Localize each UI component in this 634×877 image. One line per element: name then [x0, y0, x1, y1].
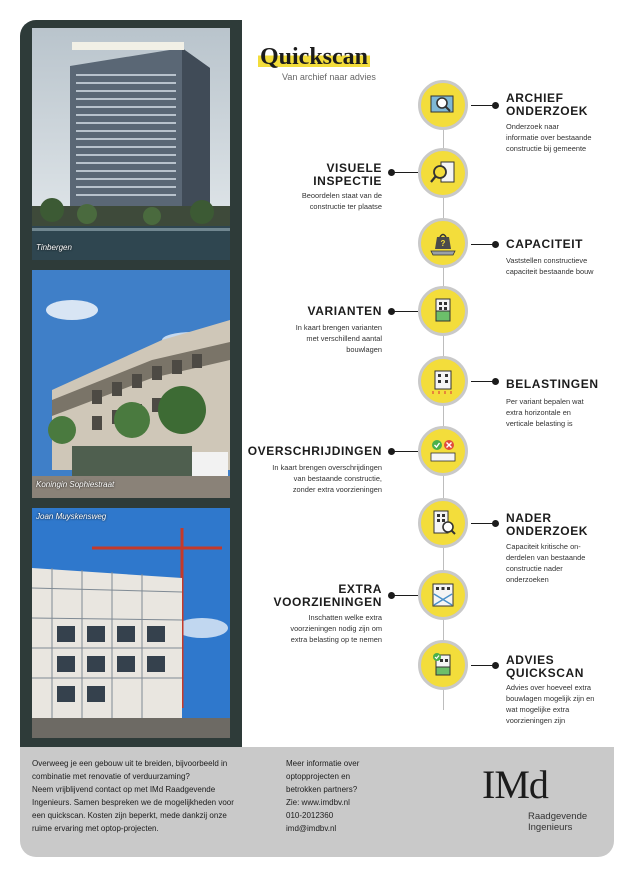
building-loads-icon: [429, 367, 457, 395]
check-cross-icon: [429, 437, 457, 465]
step-desc-extra: Inschatten welke extra voorzieningen nodig zijn om extra belasting op te nemen: [290, 613, 382, 644]
capacity-weight-icon: [429, 229, 457, 257]
photo-column: [20, 20, 242, 747]
photo-joan-muyskensweg: [32, 508, 230, 738]
step-icon-capaciteit: [418, 218, 468, 268]
timeline-line: [440, 112, 446, 710]
advice-building-icon: [429, 651, 457, 679]
footer: [20, 747, 614, 857]
bracing-icon: [429, 581, 457, 609]
imd-logo: IMd: [482, 762, 548, 807]
street-illustration: [32, 270, 230, 498]
step-icon-varianten: [418, 286, 468, 336]
photo-caption: Tinbergen: [36, 243, 72, 252]
connector-dot: [388, 169, 395, 176]
step-desc-archief: Onderzoek naar informatie over bestaande constructie bij gemeente: [506, 122, 592, 153]
construction-illustration: [32, 508, 230, 738]
step-title-overschrijdingen: OVERSCHRIJDINGEN: [247, 444, 382, 458]
step-desc-belastingen: Per variant bepalen wat extra horizontale en verticale belasting is: [506, 397, 584, 428]
connector-dot: [492, 662, 499, 669]
building-variants-icon: [429, 297, 457, 325]
step-title-capaciteit: CAPACITEIT: [506, 237, 584, 251]
step-title-varianten: VARIANTEN: [307, 304, 382, 318]
page-title: Quickscan: [260, 44, 369, 70]
step-title-archief: ARCHIEF ONDERZOEK: [506, 91, 589, 118]
step-icon-overschrijdingen: [418, 426, 468, 476]
brochure-card: [20, 20, 614, 857]
page-subtitle: Van archief naar advies: [282, 72, 376, 82]
connector-dot: [492, 241, 499, 248]
step-icon-belastingen: [418, 356, 468, 406]
connector-dot: [388, 592, 395, 599]
tower-illustration: [32, 28, 230, 260]
footer-intro: Overweeg je een gebouw uit te breiden, bijvoorbeeld in combinatie met renovatie of verduurzaming? Neem vrijblijvend contact op met IMd Raadgevende Ingenieurs. Samen bespreken we de mogelijkheden voor een quickscan. Kosten zijn beperkt, mede dankzij onze ruime ervaring met optop-projecten.: [32, 759, 234, 833]
step-icon-advies: [418, 640, 468, 690]
step-desc-nader: Capaciteit kritische on- derdelen van bestaande constructie nader onderzoeken: [506, 542, 586, 584]
inspection-magnifier-icon: [429, 159, 457, 187]
photo-caption: Joan Muyskensweg: [36, 512, 107, 521]
photo-koningin-sophiestraat: [32, 270, 230, 498]
connector: [392, 311, 418, 312]
connector: [392, 172, 418, 173]
step-title-belastingen: BELASTINGEN: [506, 377, 599, 391]
connector: [392, 595, 418, 596]
connector-dot: [388, 448, 395, 455]
step-desc-visuele: Beoordelen staat van de constructie ter plaatse: [301, 191, 382, 211]
svg-text:?: ?: [440, 239, 446, 248]
step-title-advies: ADVIES QUICKSCAN: [506, 653, 585, 680]
connector: [392, 451, 418, 452]
photo-tinbergen: [32, 28, 230, 260]
step-icon-nader: [418, 498, 468, 548]
step-desc-advies: Advies over hoeveel extra bouwlagen mogelijk zijn en wat mogelijke extra voorzieningen zijn: [506, 683, 595, 725]
website-link[interactable]: Zie: www.imdbv.nl: [286, 798, 350, 807]
photo-caption: Koningin Sophiestraat: [36, 480, 115, 489]
footer-contact: Meer informatie over optopprojecten en betrokken partners? Zie: www.imdbv.nl 010-2012360 imd@imdbv.nl: [286, 759, 360, 833]
magnifier-document-icon: [429, 91, 457, 119]
connector-dot: [492, 378, 499, 385]
step-desc-overschrijdingen: In kaart brengen overschrijdingen van bestaande constructie, zonder extra voorzieningen: [272, 463, 382, 494]
email-link[interactable]: imd@imdbv.nl: [286, 824, 337, 833]
step-title-extra: EXTRA VOORZIENINGEN: [273, 582, 382, 609]
building-magnifier-icon: [429, 509, 457, 537]
phone-number[interactable]: 010-2012360: [286, 811, 334, 820]
step-title-visuele: VISUELE INSPECTIE: [313, 161, 382, 188]
connector-dot: [492, 520, 499, 527]
step-icon-archief: [418, 80, 468, 130]
step-icon-extra: [418, 570, 468, 620]
logo-subtitle: Raadgevende Ingenieurs: [528, 811, 588, 833]
connector-dot: [388, 308, 395, 315]
step-desc-capaciteit: Vaststellen constructieve capaciteit bestaande bouw: [506, 256, 594, 276]
step-icon-visuele: [418, 148, 468, 198]
step-title-nader: NADER ONDERZOEK: [506, 511, 589, 538]
connector-dot: [492, 102, 499, 109]
step-desc-varianten: In kaart brengen varianten met verschillend aantal bouwlagen: [295, 323, 382, 354]
